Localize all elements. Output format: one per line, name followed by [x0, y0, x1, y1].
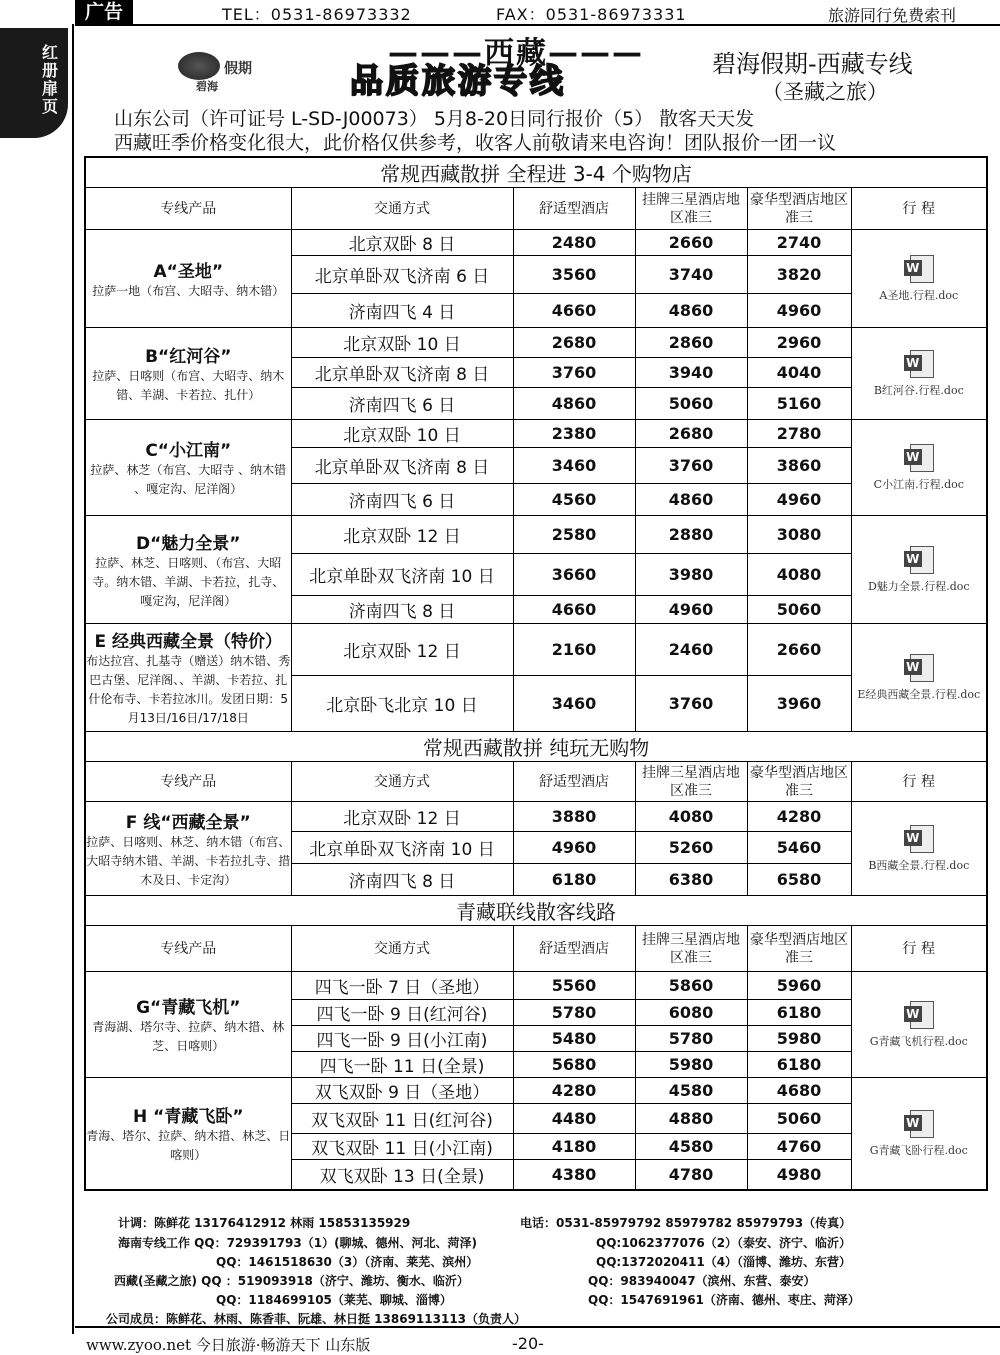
side-tab-label: 红册扉页	[41, 43, 58, 116]
column-header-row	[85, 762, 987, 802]
price-comfort: 4380	[513, 1160, 635, 1190]
footer-qq-3: QQ：1461518630（3）（济南、莱芜、滨州）	[216, 1255, 479, 1269]
price-comfort: 5560	[513, 972, 635, 1000]
table-row	[85, 516, 987, 554]
left-rule	[72, 24, 74, 1334]
transport-cell: 济南四飞 6 日	[291, 484, 513, 516]
product-name: D“魅力全景”	[136, 533, 241, 554]
price-luxury: 6180	[747, 1052, 851, 1078]
footer-phones: 电话：0531-85979792 85979782 85979793（传真）	[520, 1216, 852, 1230]
price-luxury: 2780	[747, 420, 851, 448]
itinerary-filename[interactable]: B西藏全景.行程.doc	[868, 859, 970, 872]
column-header-row	[85, 188, 987, 230]
price-comfort: 3760	[513, 358, 635, 388]
product-name: A“圣地”	[153, 261, 223, 282]
footer-qq-6: QQ：983940047（滨州、东营、泰安）	[588, 1274, 816, 1288]
price-luxury: 6180	[747, 1000, 851, 1026]
price-luxury: 5160	[747, 388, 851, 420]
price-three-star: 5980	[635, 1052, 747, 1078]
column-header-luxury: 豪华型酒店地区准三	[747, 762, 851, 802]
price-luxury: 4760	[747, 1134, 851, 1160]
price-comfort: 2160	[513, 624, 635, 676]
price-three-star: 4580	[635, 1078, 747, 1104]
product-name: E 经典西藏全景（特价）	[94, 632, 283, 652]
product-cell	[85, 802, 291, 896]
price-luxury: 4040	[747, 358, 851, 388]
footer-qq-5: 西藏(圣藏之旅) QQ ：519093918（济宁、潍坊、衡水、临沂）	[114, 1274, 469, 1288]
itinerary-filename[interactable]: B红河谷.行程.doc	[873, 384, 964, 397]
price-comfort: 4660	[513, 294, 635, 328]
price-three-star: 3740	[635, 256, 747, 294]
price-comfort: 4180	[513, 1134, 635, 1160]
transport-cell: 四飞一卧 9 日(小江南)	[291, 1026, 513, 1052]
price-luxury: 3820	[747, 256, 851, 294]
transport-cell: 北京单卧双飞济南 10 日	[291, 832, 513, 864]
itinerary-filename[interactable]: E经典西藏全景.行程.doc	[857, 688, 981, 701]
price-luxury: 5060	[747, 596, 851, 624]
price-three-star: 3980	[635, 554, 747, 596]
column-header-luxury: 豪华型酒店地区准三	[747, 188, 851, 230]
transport-cell: 双飞双卧 11 日(红河谷)	[291, 1104, 513, 1134]
table-row	[85, 802, 987, 832]
price-three-star: 3940	[635, 358, 747, 388]
table-row	[85, 420, 987, 448]
transport-cell: 北京双卧 10 日	[291, 420, 513, 448]
itinerary-filename[interactable]: G青藏飞卧行程.doc	[869, 1143, 968, 1157]
transport-cell: 北京单卧双飞济南 6 日	[291, 256, 513, 294]
product-description: 拉萨、林芝、日喀则、（布宫、大昭寺。纳木错、羊湖、卡若拉，扎寺、 嘎定沟，尼洋阁）	[92, 555, 285, 608]
column-header-comfort: 舒适型酒店	[513, 762, 635, 802]
product-cell	[85, 328, 291, 420]
itinerary-doc[interactable]	[851, 802, 987, 896]
product-description: 拉萨、日喀则、林芝、纳木错（布宫、大昭寺纳木错、羊湖、卡若拉扎寺、措木及日、卡定沟）	[86, 834, 291, 887]
product-cell	[85, 420, 291, 516]
word-doc-icon[interactable]: W	[904, 825, 934, 853]
ad-label: 广告	[75, 0, 133, 24]
price-three-star: 4580	[635, 1134, 747, 1160]
product-description: 青海湖、塔尔寺、拉萨、纳木措、林芝、日喀则）	[92, 1020, 285, 1053]
price-comfort: 3880	[513, 802, 635, 832]
itinerary-doc[interactable]	[851, 1078, 987, 1190]
price-three-star: 2660	[635, 230, 747, 256]
column-header-comfort: 舒适型酒店	[513, 188, 635, 230]
table-row	[85, 624, 987, 676]
itinerary-doc[interactable]	[851, 230, 987, 328]
product-description: 青海、塔尔、拉萨、纳木措、林芝、日喀则）	[86, 1128, 291, 1162]
price-three-star: 5780	[635, 1026, 747, 1052]
section-header	[85, 896, 987, 926]
column-header-comfort: 舒适型酒店	[513, 926, 635, 972]
transport-cell: 北京双卧 10 日	[291, 328, 513, 358]
product-name: B“红河谷”	[145, 347, 232, 367]
column-header-transport: 交通方式	[291, 926, 513, 972]
itinerary-doc[interactable]	[851, 972, 987, 1078]
itinerary-filename[interactable]: G青藏飞机行程.doc	[869, 1035, 968, 1048]
product-cell	[85, 516, 291, 624]
price-comfort: 2380	[513, 420, 635, 448]
product-name: G“青藏飞机”	[136, 998, 241, 1018]
transport-cell: 北京双卧 12 日	[291, 624, 513, 676]
price-luxury: 4280	[747, 802, 851, 832]
price-three-star: 2680	[635, 420, 747, 448]
logo-icon	[178, 52, 220, 80]
price-comfort: 5780	[513, 1000, 635, 1026]
word-doc-icon[interactable]: W	[904, 255, 934, 283]
price-luxury: 4960	[747, 294, 851, 328]
footer-qq-2: QQ:1062377076（2）（泰安、济宁、临沂）	[596, 1236, 852, 1250]
price-three-star: 5260	[635, 832, 747, 864]
price-luxury: 2960	[747, 328, 851, 358]
transport-cell: 北京单卧双飞济南 8 日	[291, 448, 513, 484]
footer-qq-7: QQ：1184699105（莱芜、聊城、淄博）	[216, 1293, 452, 1307]
table-row	[85, 230, 987, 256]
transport-cell: 北京双卧 12 日	[291, 802, 513, 832]
price-luxury: 5060	[747, 1104, 851, 1134]
footer-members: 公司成员：陈鲜花、林雨、陈香菲、阮雄、林日挺 13869113113（负责人）	[106, 1312, 527, 1326]
column-header-transport: 交通方式	[291, 762, 513, 802]
index-text: 旅游同行免费索刊	[828, 6, 957, 25]
price-luxury: 6580	[747, 864, 851, 896]
fax-number: FAX：0531-86973331	[496, 5, 687, 24]
price-comfort: 2580	[513, 516, 635, 554]
footer-qq-8: QQ：1547691961（济南、德州、枣庄、菏泽）	[588, 1293, 860, 1307]
transport-cell: 四飞一卧 7 日（圣地）	[291, 972, 513, 1000]
page-number: -20-	[512, 1334, 544, 1353]
section-title: 常规西藏散拼 全程进 3-4 个购物店	[85, 157, 987, 188]
product-name: H “青藏飞卧”	[133, 1106, 244, 1127]
section-header	[85, 157, 987, 188]
price-three-star: 4860	[635, 484, 747, 516]
quality-title: 品质旅游专线	[350, 61, 566, 100]
column-header-product: 专线产品	[85, 188, 291, 230]
logo-brand-top: 假期	[224, 61, 252, 77]
table-row	[85, 972, 987, 1000]
price-luxury: 3960	[747, 676, 851, 732]
price-luxury: 5460	[747, 832, 851, 864]
itinerary-doc[interactable]	[851, 420, 987, 516]
price-comfort: 3560	[513, 256, 635, 294]
transport-cell: 济南四飞 4 日	[291, 294, 513, 328]
section-header	[85, 732, 987, 762]
itinerary-filename[interactable]: A圣地.行程.doc	[879, 289, 959, 302]
product-cell	[85, 1078, 291, 1190]
product-description: 布达拉宫、扎基寺（赠送）纳木错、秀巴古堡、尼洋阁、、羊湖、卡若拉、扎什伦布寺、卡若拉冰川。发团日期：5月13日/16日/17/18日	[86, 654, 291, 725]
price-luxury: 2660	[747, 624, 851, 676]
price-three-star: 4860	[635, 294, 747, 328]
product-cell	[85, 624, 291, 732]
transport-cell: 北京双卧 8 日	[291, 230, 513, 256]
word-doc-icon[interactable]: W	[904, 1110, 934, 1138]
price-luxury: 5980	[747, 1026, 851, 1052]
transport-cell: 北京单卧双飞济南 8 日	[291, 358, 513, 388]
price-three-star: 6380	[635, 864, 747, 896]
price-luxury: 3080	[747, 516, 851, 554]
transport-cell: 北京卧飞北京 10 日	[291, 676, 513, 732]
price-comfort: 5680	[513, 1052, 635, 1078]
price-comfort: 4560	[513, 484, 635, 516]
section-title: 青藏联线散客线路	[85, 896, 987, 926]
column-header-product: 专线产品	[85, 762, 291, 802]
product-description: 拉萨、林芝（布宫、大昭寺 、纳木错 、嘎定沟、尼洋阁）	[90, 463, 287, 496]
footer-qq-4: QQ:1372020411（4）（淄博、潍坊、东营）	[596, 1255, 852, 1269]
price-comfort: 6180	[513, 864, 635, 896]
section-title: 常规西藏散拼 纯玩无购物	[85, 732, 987, 762]
price-luxury: 4960	[747, 484, 851, 516]
price-three-star: 5860	[635, 972, 747, 1000]
itinerary-doc[interactable]	[851, 624, 987, 732]
price-three-star: 2460	[635, 624, 747, 676]
price-three-star: 4080	[635, 802, 747, 832]
column-header-itinerary: 行 程	[851, 188, 987, 230]
transport-cell: 四飞一卧 9 日(红河谷)	[291, 1000, 513, 1026]
itinerary-doc[interactable]	[851, 328, 987, 420]
price-three-star: 4960	[635, 596, 747, 624]
price-comfort: 2480	[513, 230, 635, 256]
transport-cell: 北京双卧 12 日	[291, 516, 513, 554]
footer-qq-1: 海南专线工作 QQ：729391793（1）(聊城、德州、河北、菏泽)	[118, 1236, 478, 1250]
price-three-star: 2880	[635, 516, 747, 554]
product-cell	[85, 230, 291, 328]
transport-cell: 双飞双卧 9 日（圣地）	[291, 1078, 513, 1104]
transport-cell: 北京单卧双飞济南 10 日	[291, 554, 513, 596]
column-header-three-star: 挂牌三星酒店地区准三	[635, 188, 747, 230]
itinerary-filename[interactable]: D魅力全景.行程.doc	[867, 580, 970, 593]
price-warning: 西藏旺季价格变化很大，此价格仅供参考，收客人前敬请来电咨询！团队报价一团一议	[114, 132, 837, 154]
word-doc-icon[interactable]: W	[904, 546, 934, 574]
price-three-star: 5060	[635, 388, 747, 420]
product-name: C“小江南”	[145, 441, 232, 461]
company-license: 山东公司（许可证号 L-SD-J00073） 5月8-20日同行报价（5） 散客天天发	[114, 108, 755, 130]
itinerary-filename[interactable]: C小江南.行程.doc	[873, 478, 964, 491]
price-comfort: 5480	[513, 1026, 635, 1052]
price-three-star: 3760	[635, 676, 747, 732]
price-luxury: 4980	[747, 1160, 851, 1190]
price-three-star: 4880	[635, 1104, 747, 1134]
price-comfort: 3460	[513, 448, 635, 484]
price-comfort: 4860	[513, 388, 635, 420]
price-comfort: 2680	[513, 328, 635, 358]
itinerary-doc[interactable]	[851, 516, 987, 624]
price-luxury: 4080	[747, 554, 851, 596]
price-comfort: 4660	[513, 596, 635, 624]
line-subtitle: （圣藏之旅）	[762, 80, 888, 104]
price-luxury: 2740	[747, 230, 851, 256]
price-three-star: 2860	[635, 328, 747, 358]
transport-cell: 双飞双卧 11 日(小江南)	[291, 1134, 513, 1160]
word-doc-icon[interactable]: W	[904, 1001, 934, 1029]
price-three-star: 4780	[635, 1160, 747, 1190]
xizang-title: ———西藏———	[388, 36, 644, 71]
transport-cell: 双飞双卧 13 日(全景)	[291, 1160, 513, 1190]
price-luxury: 4680	[747, 1078, 851, 1104]
column-header-luxury: 豪华型酒店地区准三	[747, 926, 851, 972]
word-doc-icon[interactable]: W	[904, 444, 934, 472]
table-row	[85, 1078, 987, 1104]
price-luxury: 5960	[747, 972, 851, 1000]
website[interactable]: www.zyoo.net 今日旅游·畅游天下 山东版	[86, 1336, 371, 1354]
column-header-row	[85, 926, 987, 972]
price-comfort: 3660	[513, 554, 635, 596]
transport-cell: 济南四飞 8 日	[291, 596, 513, 624]
column-header-itinerary: 行 程	[851, 926, 987, 972]
price-comfort: 4480	[513, 1104, 635, 1134]
product-description: 拉萨一地（布宫、大昭寺、纳木错）	[92, 283, 285, 298]
transport-cell: 济南四飞 8 日	[291, 864, 513, 896]
column-header-itinerary: 行 程	[851, 762, 987, 802]
column-header-product: 专线产品	[85, 926, 291, 972]
product-cell	[85, 972, 291, 1078]
price-luxury: 3860	[747, 448, 851, 484]
price-comfort: 3460	[513, 676, 635, 732]
price-table	[84, 156, 988, 1191]
footer-contacts: 计调：陈鲜花 13176412912 林雨 15853135929	[118, 1216, 411, 1230]
column-header-three-star: 挂牌三星酒店地区准三	[635, 762, 747, 802]
price-three-star: 3760	[635, 448, 747, 484]
logo-brand-bottom: 碧海	[196, 80, 218, 93]
word-doc-icon[interactable]: W	[904, 350, 934, 378]
price-comfort: 4960	[513, 832, 635, 864]
transport-cell: 济南四飞 6 日	[291, 388, 513, 420]
price-three-star: 6080	[635, 1000, 747, 1026]
transport-cell: 四飞一卧 11 日(全景)	[291, 1052, 513, 1078]
word-doc-icon[interactable]: W	[904, 654, 934, 682]
bottom-rule	[75, 1326, 1000, 1328]
tel-number: TEL：0531-86973332	[222, 5, 412, 24]
product-description: 拉萨、日喀则（布宫、大昭寺、纳木错、羊湖、卡若拉、扎什）	[92, 369, 285, 402]
table-row	[85, 328, 987, 358]
product-name: F 线“西藏全景”	[125, 812, 251, 833]
price-comfort: 4280	[513, 1078, 635, 1104]
column-header-transport: 交通方式	[291, 188, 513, 230]
line-name: 碧海假期-西藏专线	[712, 50, 913, 78]
column-header-three-star: 挂牌三星酒店地区准三	[635, 926, 747, 972]
